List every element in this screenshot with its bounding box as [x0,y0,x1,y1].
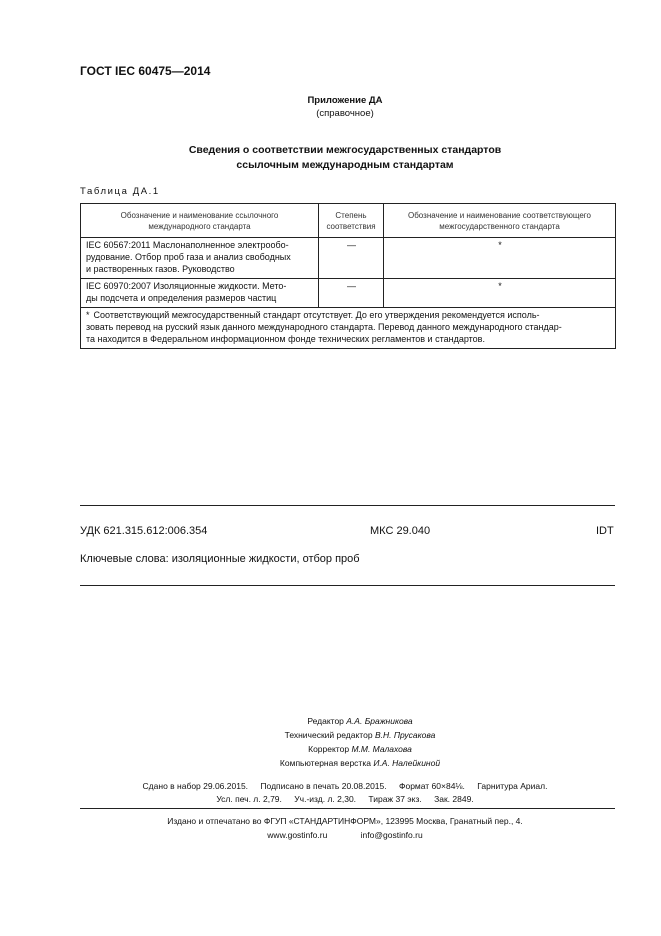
mks-code: МКС 29.040 [370,525,431,537]
row-interstate-standard: * [384,238,616,279]
standard-code: ГОСТ IEC 60475—2014 [80,64,211,78]
divider [80,585,615,586]
row-international-standard: IEC 60970:2007 Изоляционные жидкости. Мето- ды подсчета и определения размеров частиц [81,279,319,308]
credit-corrector: Корректор М.М. Малахова [308,744,412,754]
footnote-mark: * [86,310,90,320]
credit-layout: Компьютерная верстка И.А. Налейкиной [279,758,441,768]
publisher-line: Издано и отпечатано во ФГУП «СТАНДАРТИНФОРМ», 123995 Москва, Гранатный пер., 4. [167,816,523,826]
credit-tech-editor: Технический редактор В.Н. Прусакова [284,730,436,740]
divider [80,808,615,809]
header-degree: Степень соответствия [319,204,384,238]
idt-code: IDT [596,525,614,537]
table-row [81,238,616,279]
header-interstate-standard: Обозначение и наименование соответствующего межгосударственного стандарта [384,204,616,238]
table-footnote: * Соответствующий межгосударственный стандарт отсутствует. До его утверждения рекомендуется исполь- зовать перевод на русский язык данного международного стандарта. Перевод данного международного стандар- та находится в Федеральном информационном фонде технических регламентов и стандартов. [81,308,616,349]
table-row [81,279,616,308]
section-title-line-1: Сведения о соответствии межгосударственных стандартов [188,144,502,156]
section-title-line-2: ссылочным международным стандартам [236,159,454,171]
appendix-title: Приложение ДА [307,95,383,106]
row-interstate-standard: * [384,279,616,308]
row-degree: — [319,279,384,308]
print-info-line-1: Сдано в набор 29.06.2015. Подписано в печать 20.08.2015. Формат 60×84⅛. Гарнитура Ариал. [142,781,548,791]
udk-code: УДК 621.315.612:006.354 [80,525,208,537]
divider [80,505,615,506]
publisher-website[interactable]: www.gostinfo.ru [267,830,328,840]
credit-editor: Редактор А.А. Бражникова [307,716,413,726]
table-label: Таблица ДА.1 [80,186,160,197]
print-info-line-2: Усл. печ. л. 2,79. Уч.-изд. л. 2,30. Тираж 37 экз. Зак. 2849. [216,794,474,804]
publisher-contacts [0,830,661,840]
correspondence-table [80,203,616,349]
publisher-email[interactable]: info@gostinfo.ru [360,830,423,840]
keywords: Ключевые слова: изоляционные жидкости, отбор проб [80,553,360,565]
table-footnote-row [81,308,616,349]
row-degree: — [319,238,384,279]
header-international-standard: Обозначение и наименование ссылочного международного стандарта [81,204,319,238]
row-international-standard: IEC 60567:2011 Маслонаполненное электрообо- рудование. Отбор проб газа и анализ свободных и растворенных газов. Руководство [81,238,319,279]
table-header-row [81,204,616,238]
appendix-subtitle: (справочное) [316,108,374,119]
